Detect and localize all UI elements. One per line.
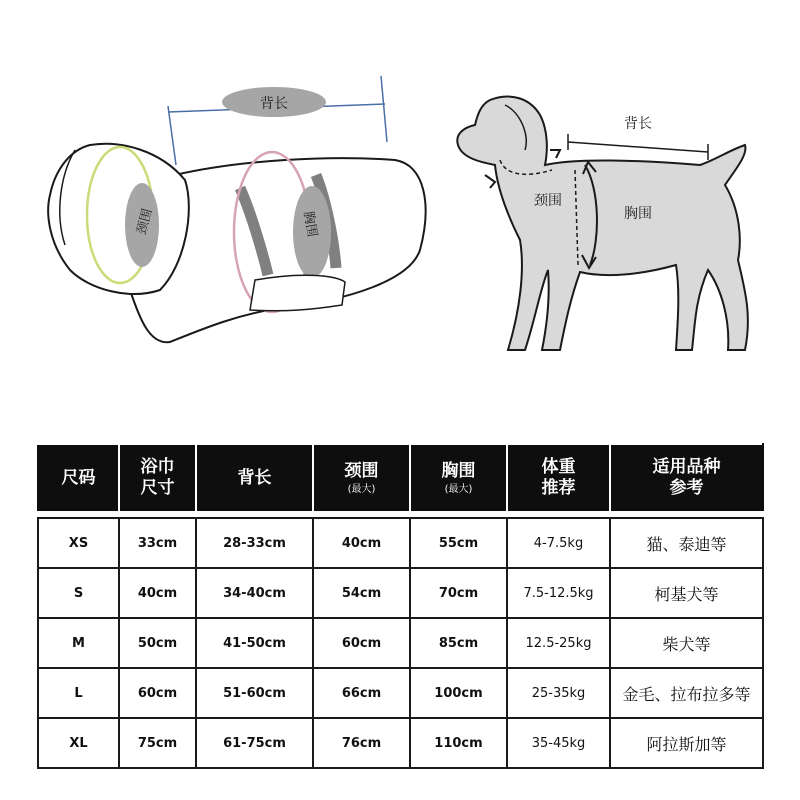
cell-back: 28-33cm bbox=[196, 518, 313, 568]
coat-drawing bbox=[48, 76, 425, 342]
cell-towel: 50cm bbox=[119, 618, 196, 668]
cell-breed: 柴犬等 bbox=[610, 618, 763, 668]
cell-back: 61-75cm bbox=[196, 718, 313, 768]
coat-chest-label: 胸围 bbox=[300, 210, 320, 239]
cell-neck: 40cm bbox=[313, 518, 410, 568]
cell-towel: 33cm bbox=[119, 518, 196, 568]
cell-towel: 40cm bbox=[119, 568, 196, 618]
table-row bbox=[38, 668, 763, 718]
cell-neck: 76cm bbox=[313, 718, 410, 768]
cell-chest: 100cm bbox=[410, 668, 507, 718]
cell-breed: 阿拉斯加等 bbox=[610, 718, 763, 768]
cell-weight: 25-35kg bbox=[507, 668, 610, 718]
cell-breed: 金毛、拉布拉多等 bbox=[610, 668, 763, 718]
cell-neck: 66cm bbox=[313, 668, 410, 718]
cell-breed: 猫、泰迪等 bbox=[610, 518, 763, 568]
cell-neck: 60cm bbox=[313, 618, 410, 668]
cell-size: S bbox=[38, 568, 119, 618]
header-back-length: 背长 bbox=[196, 444, 313, 512]
cell-size: M bbox=[38, 618, 119, 668]
size-chart-table bbox=[37, 443, 764, 769]
dog-back-length-label: 背长 bbox=[624, 116, 652, 132]
cell-back: 41-50cm bbox=[196, 618, 313, 668]
header-chest: 胸围 (最大) bbox=[410, 444, 507, 512]
cell-weight: 12.5-25kg bbox=[507, 618, 610, 668]
header-breed: 适用品种 参考 bbox=[610, 444, 763, 512]
cell-chest: 70cm bbox=[410, 568, 507, 618]
cell-size: L bbox=[38, 668, 119, 718]
header-size: 尺码 bbox=[38, 444, 119, 512]
dog-drawing bbox=[457, 96, 748, 350]
cell-size: XS bbox=[38, 518, 119, 568]
coat-neck-label: 颈围 bbox=[134, 207, 156, 237]
coat-back-length-label: 背长 bbox=[260, 96, 288, 112]
table-header-row bbox=[38, 444, 763, 512]
table-row bbox=[38, 518, 763, 568]
table-row bbox=[38, 618, 763, 668]
table-row bbox=[38, 568, 763, 618]
cell-weight: 4-7.5kg bbox=[507, 518, 610, 568]
cell-back: 51-60cm bbox=[196, 668, 313, 718]
header-weight: 体重 推荐 bbox=[507, 444, 610, 512]
cell-chest: 85cm bbox=[410, 618, 507, 668]
cell-back: 34-40cm bbox=[196, 568, 313, 618]
dog-chest-label: 胸围 bbox=[624, 206, 652, 222]
cell-breed: 柯基犬等 bbox=[610, 568, 763, 618]
cell-size: XL bbox=[38, 718, 119, 768]
header-neck: 颈围 (最大) bbox=[313, 444, 410, 512]
cell-weight: 35-45kg bbox=[507, 718, 610, 768]
cell-neck: 54cm bbox=[313, 568, 410, 618]
cell-weight: 7.5-12.5kg bbox=[507, 568, 610, 618]
dog-neck-label: 颈围 bbox=[534, 193, 562, 209]
cell-towel: 60cm bbox=[119, 668, 196, 718]
cell-towel: 75cm bbox=[119, 718, 196, 768]
cell-chest: 110cm bbox=[410, 718, 507, 768]
cell-chest: 55cm bbox=[410, 518, 507, 568]
header-towel-size: 浴巾 尺寸 bbox=[119, 444, 196, 512]
table-row bbox=[38, 718, 763, 768]
